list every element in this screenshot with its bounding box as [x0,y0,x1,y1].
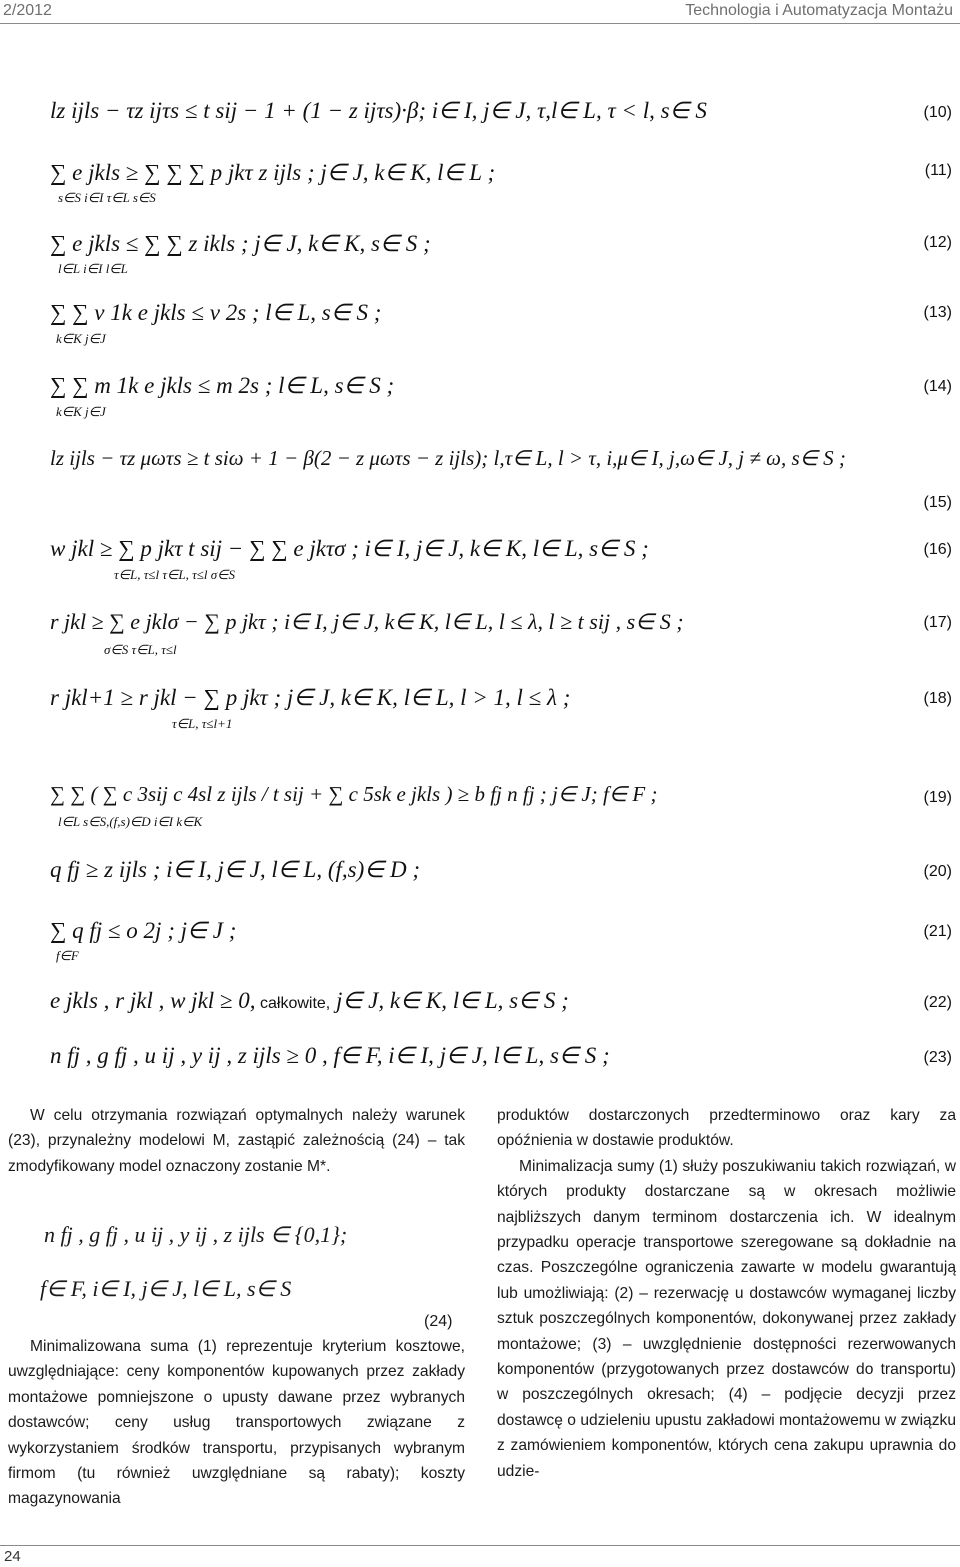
equation-18-limits: τ∈L, τ≤l+1 [172,716,233,731]
equation-number-23: (23) [923,1049,952,1066]
equation-number-17: (17) [923,614,952,631]
equation-10: lz ijls − τz ijτs ≤ t sij − 1 + (1 − z ijτs)·β; i∈ I, j∈ J, τ,l∈ L, τ < l, s∈ S [50,98,707,123]
equation-12: ∑ e jkls ≤ ∑ ∑ z ikls ; j∈ J, k∈ K, s∈ S ; [50,231,431,256]
equation-number-16: (16) [923,541,952,558]
equation-16-limits: τ∈L, τ≤l τ∈L, τ≤l σ∈S [114,567,235,582]
equation-number-24: (24) [424,1313,453,1330]
left-column [8,1103,465,1179]
issue-label: 2/2012 [3,2,52,19]
equation-11-limits: s∈S i∈I τ∈L s∈S [58,190,156,205]
integer-word: całkowite, [255,995,331,1012]
footer-rule [0,1545,960,1546]
paragraph-continued: produktów dostarczonych przedterminowo oraz kary za opóźnienia w dostawie produktów. [497,1107,956,1150]
paragraph-model-modification: W celu otrzymania rozwiązań optymalnych należy warunek (23), przynależny modelowi M, zastąpić zależnością (24) – tak zmodyfikowany model oznaczony zostanie M*. [8,1107,465,1175]
equation-21: ∑ q fj ≤ o 2j ; j∈ J ; [50,918,237,943]
equation-11: ∑ e jkls ≥ ∑ ∑ ∑ p jkτ z ijls ; j∈ J, k∈ K, l∈ L ; [50,160,496,185]
equation-14-limits: k∈K j∈J [56,404,106,419]
equation-19: ∑ ∑ ( ∑ c 3sij c 4sl z ijls / t sij + ∑ c 5sk e jkls ) ≥ b fj n fj ; j∈ J; f∈ F ; [50,782,658,806]
equation-number-21: (21) [923,923,952,940]
equation-number-14: (14) [923,378,952,395]
equation-number-15: (15) [923,494,952,511]
equation-19-limits: l∈L s∈S,(f,s)∈D i∈I k∈K [58,814,203,829]
equation-18: r jkl+1 ≥ r jkl − ∑ p jkτ ; j∈ J, k∈ K, l∈ L, l > 1, l ≤ λ ; [50,685,571,710]
equation-23: n fj , g fj , u ij , y ij , z ijls ≥ 0 , f∈ F, i∈ I, j∈ J, l∈ L, s∈ S ; [50,1043,610,1068]
equation-20: q fj ≥ z ijls ; i∈ I, j∈ J, l∈ L, (f,s)∈ D ; [50,857,421,882]
running-header [0,0,960,24]
equation-24-line-1: n fj , g fj , u ij , y ij , z ijls ∈ {0,1}; [44,1222,348,1247]
equation-12-limits: l∈L i∈I l∈L [58,261,128,276]
equation-number-22: (22) [923,994,952,1011]
equation-13: ∑ ∑ v 1k e jkls ≤ v 2s ; l∈ L, s∈ S ; [50,300,382,325]
equation-number-11: (11) [924,162,952,179]
equation-15: lz ijls − τz μωτs ≥ t siω + 1 − β(2 − z μωτs − z ijls); l,τ∈ L, l > τ, i,μ∈ I, j,ω∈ J, j ≠ ω, s∈ S ; [50,446,846,470]
equation-21-limits: f∈F [56,948,79,963]
equation-number-10: (10) [923,104,952,121]
equation-14: ∑ ∑ m 1k e jkls ≤ m 2s ; l∈ L, s∈ S ; [50,373,395,398]
equation-17-limits: σ∈S τ∈L, τ≤l [104,642,177,657]
equation-number-18: (18) [923,690,952,707]
page-number: 24 [4,1548,21,1565]
right-column [497,1103,956,1484]
equation-24-line-2: f∈ F, i∈ I, j∈ J, l∈ L, s∈ S [40,1276,292,1301]
equation-13-limits: k∈K j∈J [56,331,106,346]
journal-title: Technologia i Automatyzacja Montażu [685,2,953,19]
equation-17: r jkl ≥ ∑ e jklσ − ∑ p jkτ ; i∈ I, j∈ J, k∈ K, l∈ L, l ≤ λ, l ≥ t sij , s∈ S ; [50,609,684,634]
header-rule [0,23,960,24]
left-column-continued [8,1334,465,1512]
equation-number-19: (19) [923,789,952,806]
paragraph-cost-criterion: Minimalizowana suma (1) reprezentuje kryterium kosztowe, uwzględniające: ceny komponentów kupowanych przez zakłady montażowe pomniejszone o upusty dawane przez wybranych dostawców; ceny usług transportowych związane z wykorzystaniem środków transportu, przypisanych wybranym firmom (tu również uwzględniane są rabaty); koszty magazynowania [8,1338,465,1508]
paragraph-minimization: Minimalizacja sumy (1) służy poszukiwaniu takich rozwiązań, w których produkty dostarczane są w okresach możliwie najbliższych danym terminom dostarczenia ich. W idealnym przypadku operacje transportowe szeregowane są dokładnie na czas. Poszczególne ograniczenia zawarte w modelu gwarantują lub umożliwiają: (2) – rezerwację u dostawców wymaganej liczby sztuk poszczególnych komponentów, dokonywanej przez zakłady montażowe; (3) – uwzględnienie dostępności rezerwowanych komponentów (przygotowanych przez dostawców do transportu) w poszczególnych okresach; (4) – podjęcie decyzji przez dostawcę o udzieleniu upustu zakładowi montażowemu w związku z zamówieniem komponentów, których cena zakupu uprawnia do udzie- [497,1157,956,1480]
equation-16: w jkl ≥ ∑ p jkτ t sij − ∑ ∑ e jkτσ ; i∈ I, j∈ J, k∈ K, l∈ L, s∈ S ; [50,536,649,561]
equation-number-20: (20) [923,863,952,880]
equation-22: e jkls , r jkl , w jkl ≥ 0, całkowite, j∈ J, k∈ K, l∈ L, s∈ S ; [50,988,569,1013]
equation-number-12: (12) [923,234,952,251]
equation-number-13: (13) [923,304,952,321]
